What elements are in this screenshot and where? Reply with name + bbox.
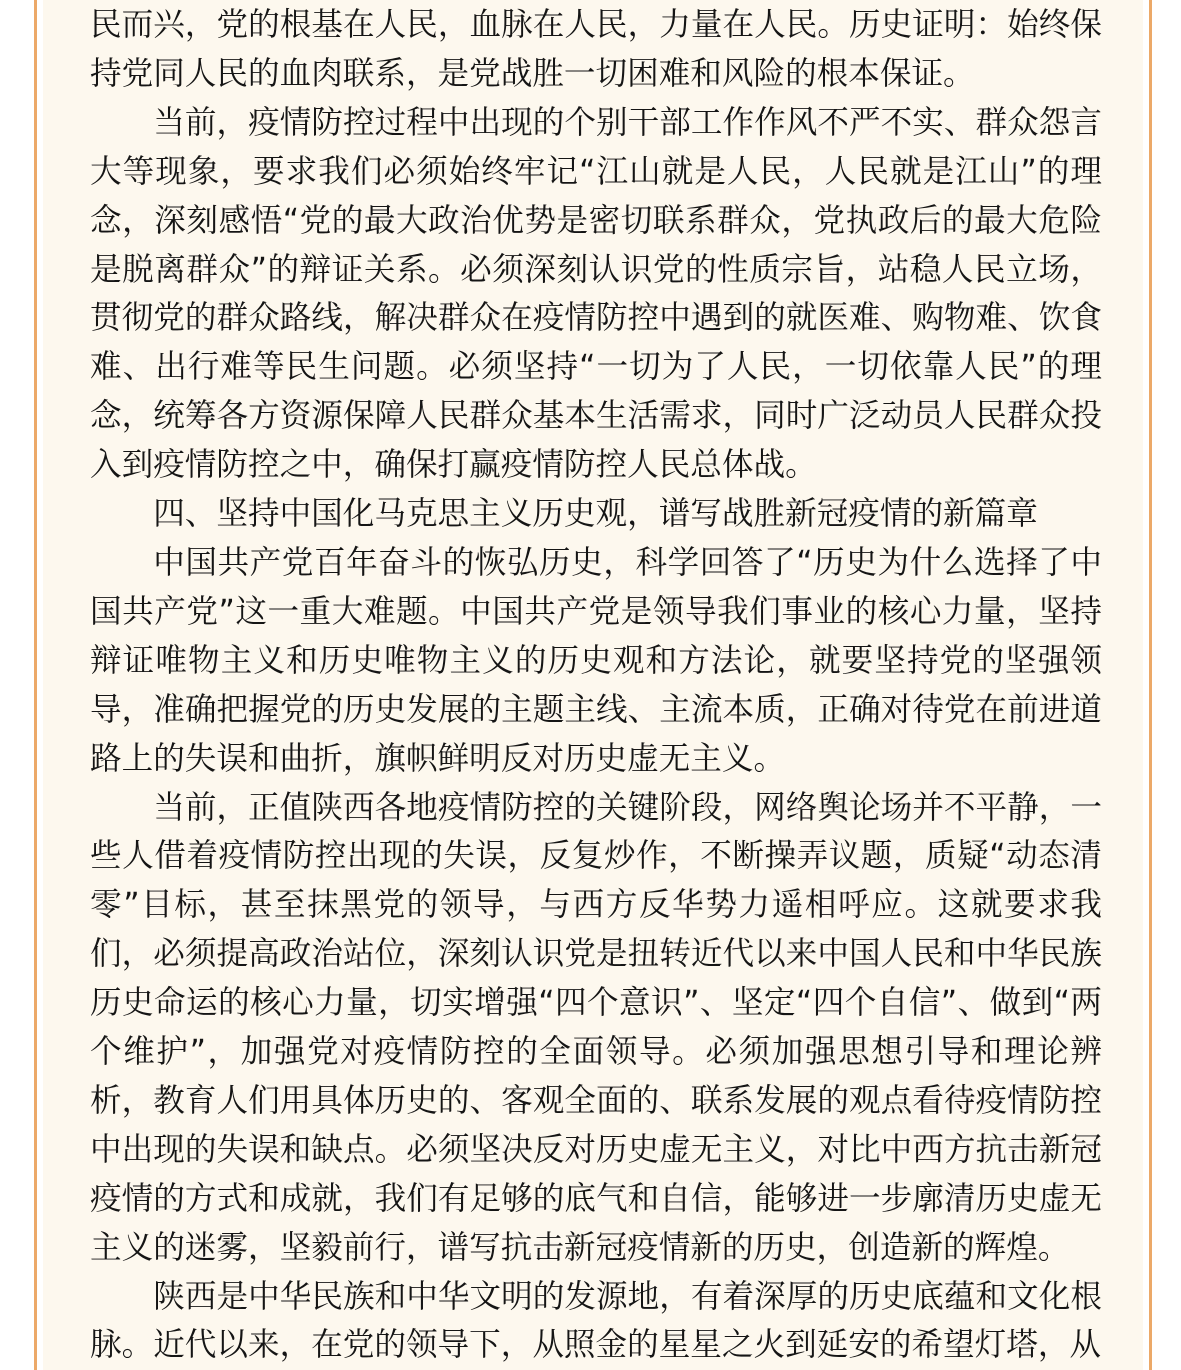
paragraph: 当前，正值陕西各地疫情防控的关键阶段，网络舆论场并不平静，一些人借着疫情防控出现的失误，反复炒作，不断操弄议题，质疑“动态清零”目标，甚至抹黑党的领导，与西方反华势力遥相呼应。这就要求我们，必须提高政治站位，深刻认识党是扭转近代以来中国人民和中华民族历史命运的核心力量，切实增强“四个意识”、坚定“四个自信”、做到“两个维护”，加强党对疫情防控的全面领导。必须加强思想引导和理论辨析，教育人们用具体历史的、客观全面的、联系发展的观点看待疫情防控中出现的失误和缺点。必须坚决反对历史虚无主义，对比中西方抗击新冠疫情的方式和成就，我们有足够的底气和自信，能够进一步廓清历史虚无主义的迷雾，坚毅前行，谱写抗击新冠疫情新的历史，创造新的辉煌。 [90,789,1102,1266]
section-heading: 四、坚持中国化马克思主义历史观，谱写战胜新冠疫情的新篇章 [153,496,1038,533]
paragraph: 当前，疫情防控过程中出现的个别干部工作作风不严不实、群众怨言大等现象，要求我们必须始终牢记“江山就是人民，人民就是江山”的理念，深刻感悟“党的最大政治优势是密切联系群众，党执政后的最大危险是脱离群众”的辩证关系。必须深刻认识党的性质宗旨，站稳人民立场，贯彻党的群众路线，解决群众在疫情防控中遇到的就医难、购物难、饮食难、出行难等民生问题。必须坚持“一切为了人民，一切依靠人民”的理念，统筹各方资源保障人民群众基本生活需求，同时广泛动员人民群众投入到疫情防控之中，确保打赢疫情防控人民总体战。 [90,104,1102,484]
paragraph: 中国共产党百年奋斗的恢弘历史，科学回答了“历史为什么选择了中国共产党”这一重大难题。中国共产党是领导我们事业的核心力量，坚持辩证唯物主义和历史唯物主义的历史观和方法论，就要坚持党的坚强领导，准确把握党的历史发展的主题主线、主流本质，正确对待党在前进道路上的失误和曲折，旗帜鲜明反对历史虚无主义。 [90,544,1102,777]
article-frame [34,0,1152,1370]
article-body [90,1,1102,1370]
paragraph-truncated: 陕西是中华民族和中华文明的发源地，有着深厚的历史底蕴和文化根脉。近代以来，在党的领导下，从照金的星星之火到延安的希望灯塔，从 [90,1278,1102,1364]
article-content [43,0,1143,1370]
paragraph-continuation: 民而兴，党的根基在人民，血脉在人民，力量在人民。历史证明：始终保持党同人民的血肉联系，是党战胜一切困难和风险的根本保证。 [90,7,1102,92]
